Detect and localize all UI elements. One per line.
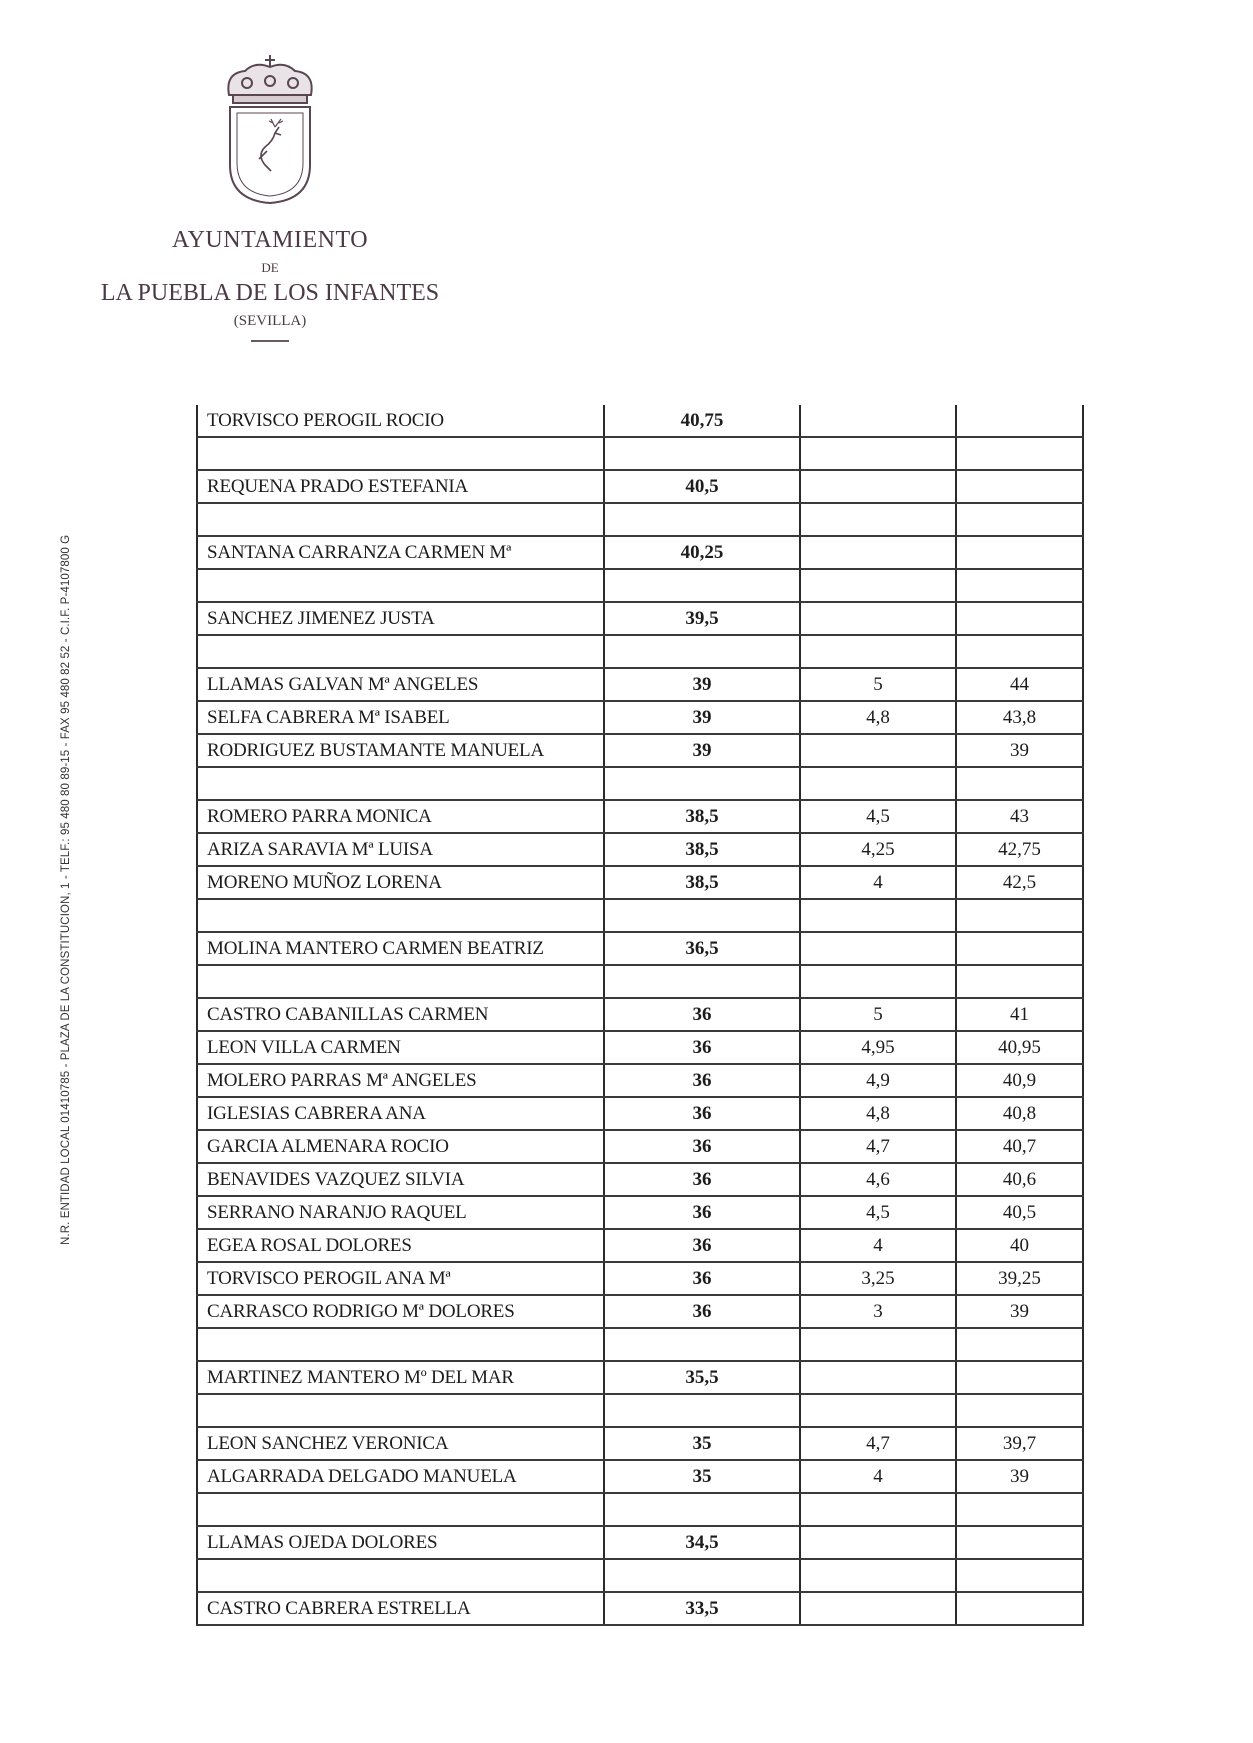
total-score <box>956 965 1083 998</box>
table-row <box>197 734 1083 767</box>
extra-score: 3 <box>800 1295 956 1328</box>
applicant-name: LLAMAS OJEDA DOLORES <box>197 1526 604 1559</box>
base-score: 36 <box>604 1196 800 1229</box>
applicant-name <box>197 437 604 470</box>
table-row <box>197 1394 1083 1427</box>
extra-score: 4,25 <box>800 833 956 866</box>
base-score: 36 <box>604 1295 800 1328</box>
applicant-name: BENAVIDES VAZQUEZ SILVIA <box>197 1163 604 1196</box>
total-score <box>956 569 1083 602</box>
total-score: 42,5 <box>956 866 1083 899</box>
base-score <box>604 635 800 668</box>
total-score <box>956 405 1083 437</box>
total-score <box>956 899 1083 932</box>
applicant-name <box>197 1493 604 1526</box>
total-score <box>956 1526 1083 1559</box>
extra-score: 4 <box>800 1229 956 1262</box>
extra-score <box>800 1394 956 1427</box>
applicant-name: GARCIA ALMENARA ROCIO <box>197 1130 604 1163</box>
table-row <box>197 800 1083 833</box>
extra-score <box>800 965 956 998</box>
applicant-name: SANTANA CARRANZA CARMEN Mª <box>197 536 604 569</box>
table-row <box>197 1130 1083 1163</box>
table-row <box>197 437 1083 470</box>
extra-score <box>800 437 956 470</box>
org-name-line1: AYUNTAMIENTO <box>171 227 369 253</box>
total-score <box>956 1328 1083 1361</box>
base-score <box>604 1328 800 1361</box>
table-row <box>197 1328 1083 1361</box>
total-score: 43 <box>956 800 1083 833</box>
applicant-name: MARTINEZ MANTERO Mº DEL MAR <box>197 1361 604 1394</box>
table-row <box>197 1229 1083 1262</box>
extra-score: 4,95 <box>800 1031 956 1064</box>
base-score: 36 <box>604 998 800 1031</box>
table-row <box>197 1493 1083 1526</box>
total-score <box>956 536 1083 569</box>
applicant-name <box>197 767 604 800</box>
base-score: 39 <box>604 668 800 701</box>
table-row <box>197 1592 1083 1625</box>
total-score: 40,7 <box>956 1130 1083 1163</box>
extra-score <box>800 405 956 437</box>
base-score: 34,5 <box>604 1526 800 1559</box>
table-row <box>197 668 1083 701</box>
applicant-name <box>197 1394 604 1427</box>
extra-score: 3,25 <box>800 1262 956 1295</box>
extra-score: 4,6 <box>800 1163 956 1196</box>
applicant-name: RODRIGUEZ BUSTAMANTE MANUELA <box>197 734 604 767</box>
base-score: 36 <box>604 1130 800 1163</box>
extra-score <box>800 569 956 602</box>
table-row <box>197 470 1083 503</box>
applicant-name <box>197 569 604 602</box>
applicant-name: SELFA CABRERA Mª ISABEL <box>197 701 604 734</box>
table-row <box>197 932 1083 965</box>
extra-score: 5 <box>800 998 956 1031</box>
total-score <box>956 767 1083 800</box>
applicant-name: TORVISCO PEROGIL ROCIO <box>197 405 604 437</box>
extra-score <box>800 899 956 932</box>
applicant-name: MOLERO PARRAS Mª ANGELES <box>197 1064 604 1097</box>
table-row <box>197 1097 1083 1130</box>
total-score <box>956 1559 1083 1592</box>
base-score: 40,25 <box>604 536 800 569</box>
table-row <box>197 503 1083 536</box>
base-score <box>604 1394 800 1427</box>
total-score: 40,95 <box>956 1031 1083 1064</box>
base-score: 35 <box>604 1427 800 1460</box>
applicant-name: IGLESIAS CABRERA ANA <box>197 1097 604 1130</box>
org-name-de: DE <box>261 260 279 275</box>
applicant-name: ROMERO PARRA MONICA <box>197 800 604 833</box>
table-row <box>197 405 1083 437</box>
table-row <box>197 602 1083 635</box>
extra-score: 4 <box>800 866 956 899</box>
extra-score <box>800 1559 956 1592</box>
applicant-name <box>197 1328 604 1361</box>
side-contact-info: N.R. ENTIDAD LOCAL 01410785 - PLAZA DE LA CONSTITUCION, 1 - TELF.: 95 480 80 89-15 - FAX 95 480 82 52 - C.I.F. P-4107800 G <box>60 534 72 1245</box>
total-score: 39 <box>956 1295 1083 1328</box>
coat-of-arms-icon <box>215 55 325 205</box>
base-score: 38,5 <box>604 833 800 866</box>
total-score <box>956 470 1083 503</box>
table-row <box>197 635 1083 668</box>
total-score: 39 <box>956 1460 1083 1493</box>
applicant-name: EGEA ROSAL DOLORES <box>197 1229 604 1262</box>
total-score <box>956 1493 1083 1526</box>
extra-score: 4 <box>800 1460 956 1493</box>
extra-score <box>800 602 956 635</box>
base-score: 39 <box>604 701 800 734</box>
total-score <box>956 503 1083 536</box>
table-row <box>197 767 1083 800</box>
extra-score: 4,8 <box>800 701 956 734</box>
total-score: 40,9 <box>956 1064 1083 1097</box>
table-row <box>197 1361 1083 1394</box>
applicant-name <box>197 965 604 998</box>
applicant-name: LEON VILLA CARMEN <box>197 1031 604 1064</box>
table-row <box>197 1295 1083 1328</box>
total-score: 40,8 <box>956 1097 1083 1130</box>
base-score: 35,5 <box>604 1361 800 1394</box>
base-score: 40,5 <box>604 470 800 503</box>
applicant-name: TORVISCO PEROGIL ANA Mª <box>197 1262 604 1295</box>
applicant-name <box>197 503 604 536</box>
org-province: (SEVILLA) <box>233 313 307 329</box>
extra-score <box>800 1592 956 1625</box>
applicant-name: MORENO MUÑOZ LORENA <box>197 866 604 899</box>
base-score <box>604 767 800 800</box>
extra-score <box>800 1493 956 1526</box>
base-score: 36 <box>604 1097 800 1130</box>
table-row <box>197 1526 1083 1559</box>
table-row <box>197 1460 1083 1493</box>
base-score: 40,75 <box>604 405 800 437</box>
table-row <box>197 701 1083 734</box>
total-score <box>956 932 1083 965</box>
total-score: 41 <box>956 998 1083 1031</box>
applicant-name <box>197 1559 604 1592</box>
table-row <box>197 965 1083 998</box>
table-row <box>197 1163 1083 1196</box>
extra-score: 4,8 <box>800 1097 956 1130</box>
total-score: 40,6 <box>956 1163 1083 1196</box>
table-row <box>197 536 1083 569</box>
applicant-name: ALGARRADA DELGADO MANUELA <box>197 1460 604 1493</box>
scores-table <box>196 405 1082 1626</box>
applicant-name: LLAMAS GALVAN Mª ANGELES <box>197 668 604 701</box>
base-score: 33,5 <box>604 1592 800 1625</box>
table-row <box>197 1196 1083 1229</box>
table-row <box>197 1064 1083 1097</box>
base-score <box>604 899 800 932</box>
extra-score <box>800 536 956 569</box>
table-row <box>197 833 1083 866</box>
base-score <box>604 1493 800 1526</box>
total-score <box>956 635 1083 668</box>
extra-score <box>800 1328 956 1361</box>
applicant-name: CASTRO CABANILLAS CARMEN <box>197 998 604 1031</box>
extra-score <box>800 767 956 800</box>
table-row <box>197 569 1083 602</box>
extra-score: 4,5 <box>800 800 956 833</box>
extra-score: 4,9 <box>800 1064 956 1097</box>
extra-score: 4,7 <box>800 1130 956 1163</box>
letterhead-divider <box>251 340 289 342</box>
base-score <box>604 503 800 536</box>
total-score <box>956 1592 1083 1625</box>
total-score: 39,7 <box>956 1427 1083 1460</box>
base-score: 39,5 <box>604 602 800 635</box>
base-score: 38,5 <box>604 866 800 899</box>
applicant-name: MOLINA MANTERO CARMEN BEATRIZ <box>197 932 604 965</box>
base-score: 36 <box>604 1163 800 1196</box>
table-row <box>197 998 1083 1031</box>
applicant-name <box>197 635 604 668</box>
base-score: 36 <box>604 1262 800 1295</box>
extra-score <box>800 470 956 503</box>
total-score: 42,75 <box>956 833 1083 866</box>
extra-score <box>800 1361 956 1394</box>
total-score <box>956 1361 1083 1394</box>
total-score: 40,5 <box>956 1196 1083 1229</box>
total-score: 43,8 <box>956 701 1083 734</box>
table-row <box>197 866 1083 899</box>
applicant-name: REQUENA PRADO ESTEFANIA <box>197 470 604 503</box>
applicant-name: CASTRO CABRERA ESTRELLA <box>197 1592 604 1625</box>
applicant-name: SANCHEZ JIMENEZ JUSTA <box>197 602 604 635</box>
extra-score <box>800 932 956 965</box>
base-score: 38,5 <box>604 800 800 833</box>
total-score <box>956 437 1083 470</box>
extra-score <box>800 734 956 767</box>
table-row <box>197 899 1083 932</box>
extra-score <box>800 503 956 536</box>
base-score: 36,5 <box>604 932 800 965</box>
applicant-name: LEON SANCHEZ VERONICA <box>197 1427 604 1460</box>
total-score <box>956 1394 1083 1427</box>
extra-score: 4,5 <box>800 1196 956 1229</box>
base-score <box>604 1559 800 1592</box>
table-row <box>197 1559 1083 1592</box>
org-name-line2: LA PUEBLA DE LOS INFANTES <box>100 280 440 306</box>
base-score: 39 <box>604 734 800 767</box>
base-score: 35 <box>604 1460 800 1493</box>
extra-score: 5 <box>800 668 956 701</box>
table-row <box>197 1262 1083 1295</box>
applicant-name: SERRANO NARANJO RAQUEL <box>197 1196 604 1229</box>
base-score <box>604 569 800 602</box>
extra-score <box>800 1526 956 1559</box>
extra-score: 4,7 <box>800 1427 956 1460</box>
base-score: 36 <box>604 1229 800 1262</box>
extra-score <box>800 635 956 668</box>
letterhead <box>90 55 450 342</box>
base-score <box>604 437 800 470</box>
base-score: 36 <box>604 1064 800 1097</box>
total-score: 39,25 <box>956 1262 1083 1295</box>
applicant-name: CARRASCO RODRIGO Mª DOLORES <box>197 1295 604 1328</box>
total-score: 40 <box>956 1229 1083 1262</box>
total-score: 39 <box>956 734 1083 767</box>
table-row <box>197 1427 1083 1460</box>
table-row <box>197 1031 1083 1064</box>
applicant-name: ARIZA SARAVIA Mª LUISA <box>197 833 604 866</box>
applicant-name <box>197 899 604 932</box>
base-score <box>604 965 800 998</box>
total-score: 44 <box>956 668 1083 701</box>
base-score: 36 <box>604 1031 800 1064</box>
total-score <box>956 602 1083 635</box>
